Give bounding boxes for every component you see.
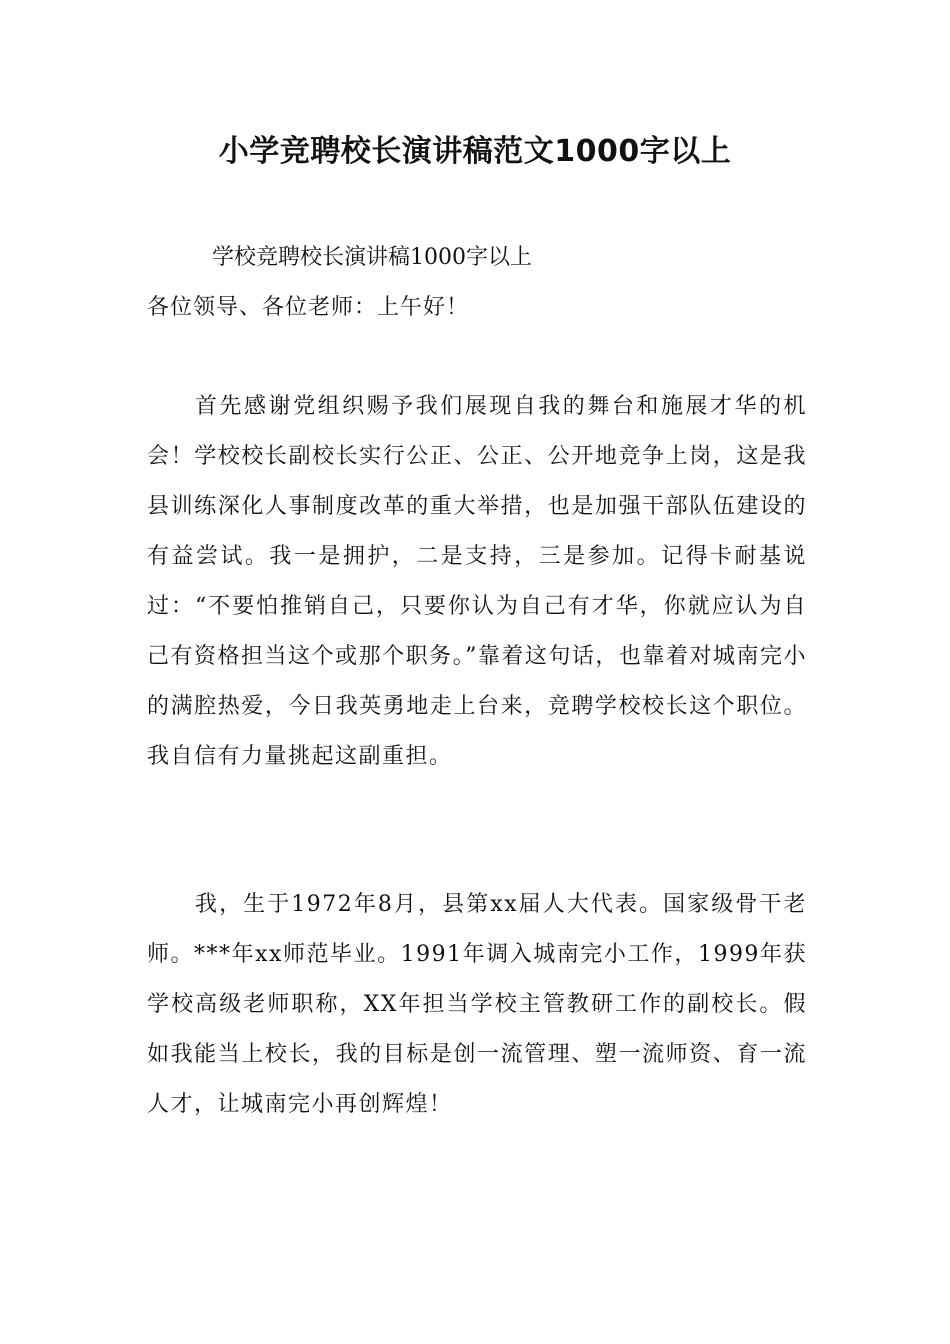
document-title: 小学竞聘校长演讲稿范文1000字以上 bbox=[218, 134, 732, 169]
body-paragraph-2: 我，生于1972年8月，县第xx届人大代表。国家级骨干老师。***年xx师范毕业。1991年调入城南完小工作，1999年获学校高级老师职称，XX年担当学校主管教研工作的副校长。假如我能当上校长，我的目标是创一流管理、塑一流师资、育一流人才，让城南完小再创辉煌！ bbox=[147, 892, 807, 1117]
greeting-line: 各位领导、各位老师：上午好！ bbox=[147, 295, 470, 320]
document-subtitle: 学校竞聘校长演讲稿1000字以上 bbox=[212, 245, 532, 270]
body-paragraph-1: 首先感谢党组织赐予我们展现自我的舞台和施展才华的机会！学校校长副校长实行公正、公正、公开地竞争上岗，这是我县训练深化人事制度改革的重大举措，也是加强干部队伍建设的有益尝试。我一是拥护，二是支持，三是参加。记得卡耐基说过：“不要怕推销自己，只要你认为自己有才华，你就应认为自己有资格担当这个或那个职务。”靠着这句话，也靠着对城南完小的满腔热爱，今日我英勇地走上台来，竞聘学校校长这个职位。我自信有力量挑起这副重担。 bbox=[147, 394, 807, 769]
